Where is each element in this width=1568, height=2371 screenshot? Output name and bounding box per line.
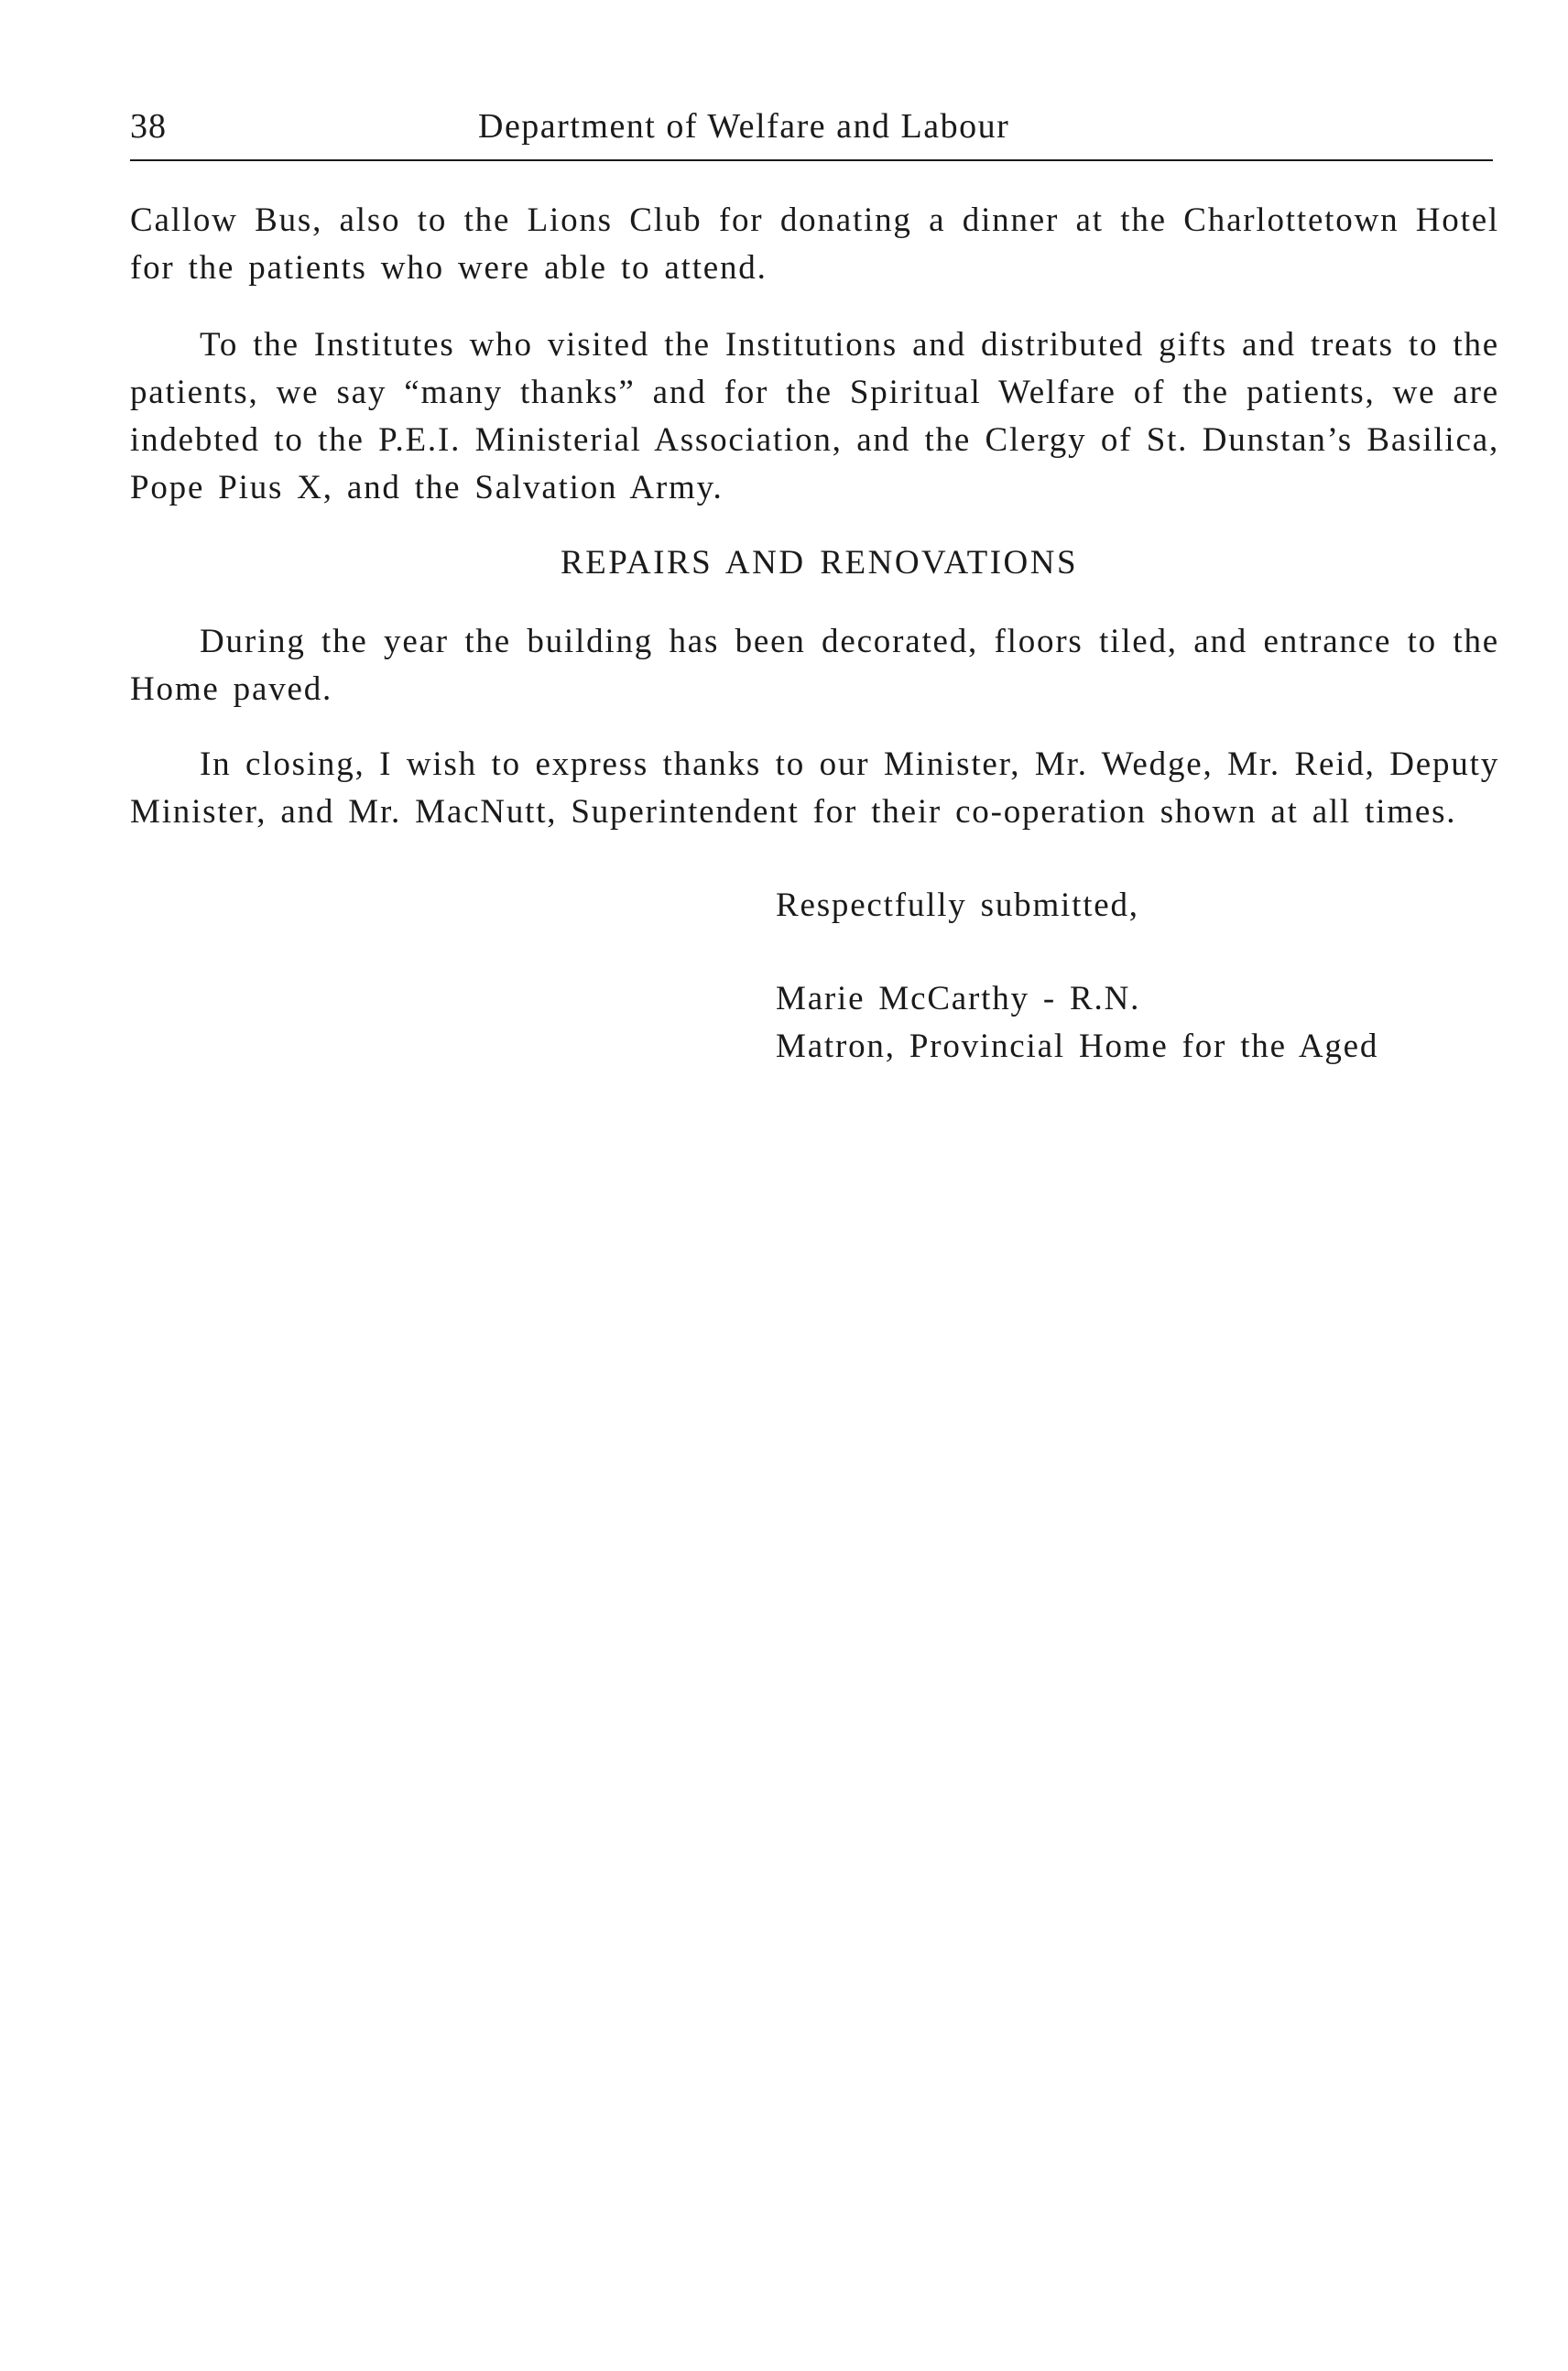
document-body (130, 197, 1499, 1071)
paragraph-institutes: To the Institutes who visited the Institutions and distributed gifts and treats to the patients, we say “many thanks” and for the Spiritual Welfare of the patients, we are indebted to the P.E.I. Ministerial Association, and the Clergy of St. Dunstan’s Basilica, Pope Pius X, and the Salvation Army. (130, 326, 1499, 506)
signature-name: Marie McCarthy - R.N. (776, 980, 1141, 1017)
page-number: 38 (130, 107, 167, 146)
signature-title: Matron, Provincial Home for the Aged (776, 1028, 1379, 1065)
section-heading: REPAIRS AND RENOVATIONS (560, 544, 1079, 582)
signature-closing: Respectfully submitted, (776, 886, 1139, 924)
page-header (130, 103, 1493, 161)
running-title: Department of Welfare and Labour (478, 107, 1010, 146)
paragraph-in-closing: In closing, I wish to express thanks to our Minister, Mr. Wedge, Mr. Reid, Deputy Minister, and Mr. MacNutt, Superintendent for their co-operation shown at all times. (130, 745, 1499, 831)
paragraph-callow-bus: Callow Bus, also to the Lions Club for donating a dinner at the Charlottetown Hotel for the patients who were able to attend. (130, 201, 1499, 287)
signature-block (776, 882, 1499, 1071)
paragraph-during-year: During the year the building has been decorated, floors tiled, and entrance to the Home paved. (130, 623, 1499, 708)
